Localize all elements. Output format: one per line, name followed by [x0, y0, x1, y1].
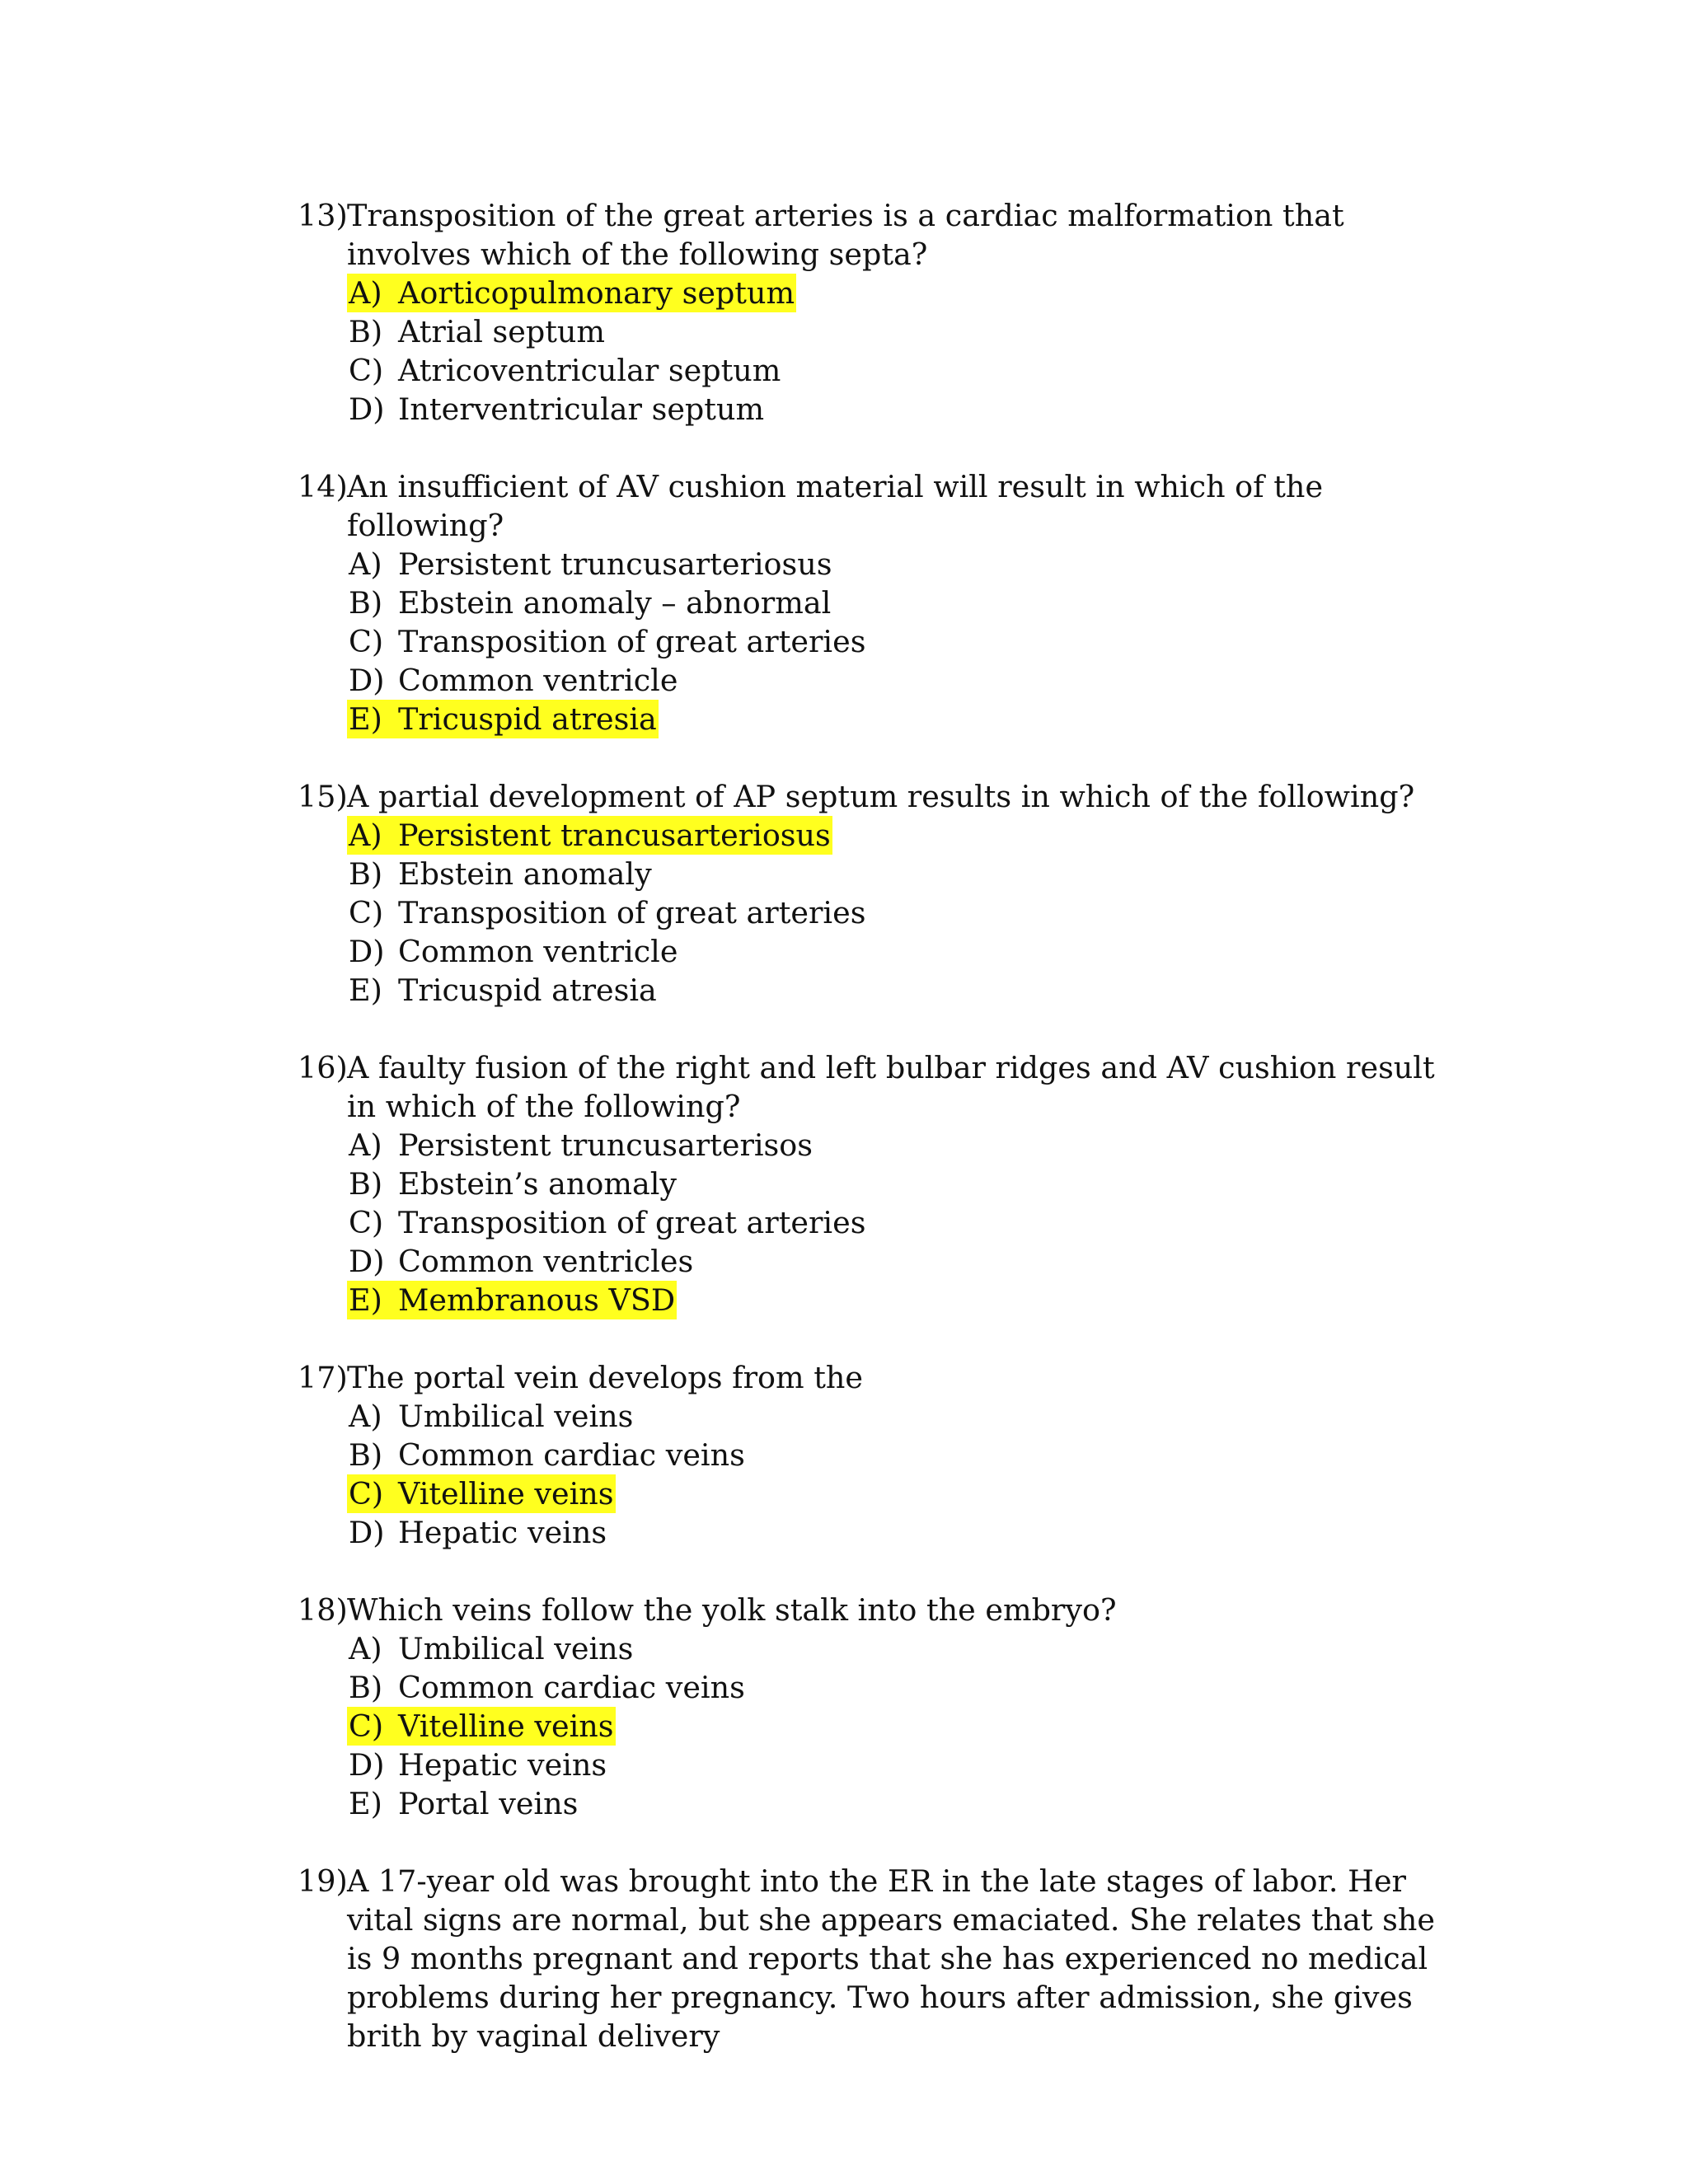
highlighted-answer	[347, 700, 659, 738]
option-letter: A)	[349, 1399, 382, 1434]
highlighted-answer	[347, 1281, 677, 1319]
answer-option	[347, 971, 1468, 1010]
answer-text-group	[347, 1436, 747, 1474]
answer-option	[347, 583, 1468, 622]
option-text: Umbilical veins	[398, 1631, 634, 1666]
option-text: Transposition of great arteries	[398, 624, 866, 659]
option-letter: E)	[349, 972, 382, 1008]
option-letter: A)	[349, 1127, 382, 1163]
question-number: 13)	[298, 198, 348, 233]
option-text: Interventricular septum	[398, 391, 765, 427]
answer-text-group	[347, 1126, 814, 1165]
option-text: Common ventricle	[398, 663, 678, 698]
option-text: Aorticopulmonary septum	[398, 275, 795, 311]
question-number: 19)	[298, 1863, 348, 1899]
question-text: An insufficient of AV cushion material will result in which of the following?	[347, 469, 1324, 543]
question-15	[298, 777, 1468, 1010]
option-letter: B)	[349, 1166, 383, 1202]
option-letter: B)	[349, 1437, 383, 1473]
question-list	[298, 196, 1468, 2094]
answer-option	[347, 1707, 1468, 1746]
question-text: A partial development of AP septum results in which of the following?	[347, 779, 1415, 814]
option-letter: E)	[349, 1282, 382, 1318]
option-letter: A)	[349, 546, 382, 582]
question-18	[298, 1591, 1468, 1823]
option-letter: C)	[349, 353, 384, 388]
option-text: Vitelline veins	[398, 1708, 614, 1744]
question-text: Transposition of the great arteries is a cardiac malformation that involves which of the following septa?	[347, 198, 1344, 272]
question-14	[298, 467, 1468, 738]
option-letter: C)	[349, 1476, 384, 1511]
answer-option	[347, 1629, 1468, 1668]
answer-text-group	[347, 1397, 635, 1436]
option-text: Atricoventricular septum	[398, 353, 781, 388]
answer-option	[347, 1126, 1468, 1165]
answer-option	[347, 1281, 1468, 1319]
answer-text-group	[347, 855, 654, 893]
answer-text-group	[347, 351, 782, 390]
highlighted-answer	[347, 816, 832, 855]
question-13	[298, 196, 1468, 429]
question-stem	[298, 1862, 1468, 2055]
answer-text-group	[347, 1203, 867, 1242]
question-16	[298, 1048, 1468, 1319]
answer-option	[347, 1784, 1468, 1823]
answer-option	[347, 1203, 1468, 1242]
question-stem	[298, 1358, 1468, 1397]
option-letter: C)	[349, 895, 384, 930]
question-stem	[298, 777, 1468, 816]
question-stem	[298, 467, 1468, 545]
answer-option	[347, 816, 1468, 855]
answer-text-group	[347, 545, 834, 583]
answer-text-group	[347, 622, 867, 661]
question-text: A 17-year old was brought into the ER in the late stages of labor. Her vital signs are normal, but she appears emaciated. She relates that she is 9 months pregnant and reports that she has experienced no medical problems during her pregnancy. Two hours after admission, she gives brith by vaginal delivery	[347, 1863, 1435, 2054]
option-text: Atrial septum	[398, 314, 606, 349]
option-letter: A)	[349, 275, 382, 311]
question-number: 16)	[298, 1050, 348, 1085]
option-text: Vitelline veins	[398, 1476, 614, 1511]
answer-text-group	[347, 1746, 608, 1784]
option-letter: D)	[349, 663, 385, 698]
highlighted-answer	[347, 1707, 616, 1746]
option-text: Persistent truncusarteriosus	[398, 546, 832, 582]
question-stem	[298, 1591, 1468, 1629]
answer-option	[347, 855, 1468, 893]
answer-text-group	[347, 583, 832, 622]
option-text: Ebstein anomaly	[398, 856, 652, 892]
answer-option	[347, 1436, 1468, 1474]
option-letter: D)	[349, 934, 385, 969]
option-letter: C)	[349, 1205, 384, 1240]
option-letter: B)	[349, 1670, 383, 1705]
answer-option	[347, 1746, 1468, 1784]
option-letter: B)	[349, 314, 383, 349]
highlighted-answer	[347, 274, 796, 312]
option-text: Common ventricles	[398, 1244, 694, 1279]
answer-option	[347, 274, 1468, 312]
option-letter: E)	[349, 1786, 382, 1821]
option-text: Membranous VSD	[398, 1282, 676, 1318]
answer-option	[347, 700, 1468, 738]
option-letter: D)	[349, 1747, 385, 1783]
question-text: The portal vein develops from the	[347, 1360, 864, 1395]
option-text: Tricuspid atresia	[398, 972, 657, 1008]
option-letter: C)	[349, 624, 384, 659]
option-letter: A)	[349, 1631, 382, 1666]
answer-text-group	[347, 893, 867, 932]
highlighted-answer	[347, 1474, 616, 1513]
option-letter: C)	[349, 1708, 384, 1744]
answer-text-group	[347, 971, 659, 1010]
option-text: Ebstein anomaly – abnormal	[398, 585, 832, 621]
answer-option	[347, 1513, 1468, 1552]
answer-text-group	[347, 1668, 747, 1707]
answer-option	[347, 1397, 1468, 1436]
answer-option	[347, 545, 1468, 583]
question-19	[298, 1862, 1468, 2055]
answer-option	[347, 932, 1468, 971]
question-stem	[298, 196, 1468, 274]
option-letter: A)	[349, 818, 382, 853]
answer-text-group	[347, 661, 679, 700]
answer-option	[347, 1165, 1468, 1203]
option-letter: D)	[349, 391, 385, 427]
question-number: 17)	[298, 1360, 348, 1395]
question-17	[298, 1358, 1468, 1552]
option-text: Common cardiac veins	[398, 1670, 745, 1705]
answer-text-group	[347, 312, 607, 351]
answer-text-group	[347, 1242, 695, 1281]
answer-option	[347, 1668, 1468, 1707]
question-number: 14)	[298, 469, 348, 504]
option-letter: D)	[349, 1244, 385, 1279]
answer-option	[347, 622, 1468, 661]
option-letter: B)	[349, 585, 383, 621]
answer-option	[347, 351, 1468, 390]
answer-text-group	[347, 1513, 608, 1552]
answer-text-group	[347, 1165, 678, 1203]
option-letter: D)	[349, 1515, 385, 1550]
answer-option	[347, 661, 1468, 700]
option-text: Persistent trancusarteriosus	[398, 818, 831, 853]
option-text: Persistent truncusarterisos	[398, 1127, 813, 1163]
question-number: 18)	[298, 1592, 348, 1628]
option-text: Transposition of great arteries	[398, 895, 866, 930]
question-stem	[298, 1048, 1468, 1126]
option-text: Hepatic veins	[398, 1515, 607, 1550]
option-text: Hepatic veins	[398, 1747, 607, 1783]
option-text: Portal veins	[398, 1786, 579, 1821]
answer-option	[347, 390, 1468, 429]
option-letter: B)	[349, 856, 383, 892]
answer-option	[347, 893, 1468, 932]
option-text: Tricuspid atresia	[398, 701, 657, 737]
option-text: Umbilical veins	[398, 1399, 634, 1434]
option-text: Common ventricle	[398, 934, 678, 969]
answer-text-group	[347, 390, 766, 429]
answer-option	[347, 1474, 1468, 1513]
option-text: Common cardiac veins	[398, 1437, 745, 1473]
question-text: A faulty fusion of the right and left bulbar ridges and AV cushion result in which of the following?	[347, 1050, 1435, 1124]
answer-option	[347, 312, 1468, 351]
option-text: Ebstein’s anomaly	[398, 1166, 678, 1202]
answer-text-group	[347, 1629, 635, 1668]
question-text: Which veins follow the yolk stalk into the embryo?	[347, 1592, 1117, 1628]
question-number: 15)	[298, 779, 348, 814]
answer-text-group	[347, 1784, 579, 1823]
answer-text-group	[347, 932, 679, 971]
answer-option	[347, 1242, 1468, 1281]
option-text: Transposition of great arteries	[398, 1205, 866, 1240]
option-letter: E)	[349, 701, 382, 737]
